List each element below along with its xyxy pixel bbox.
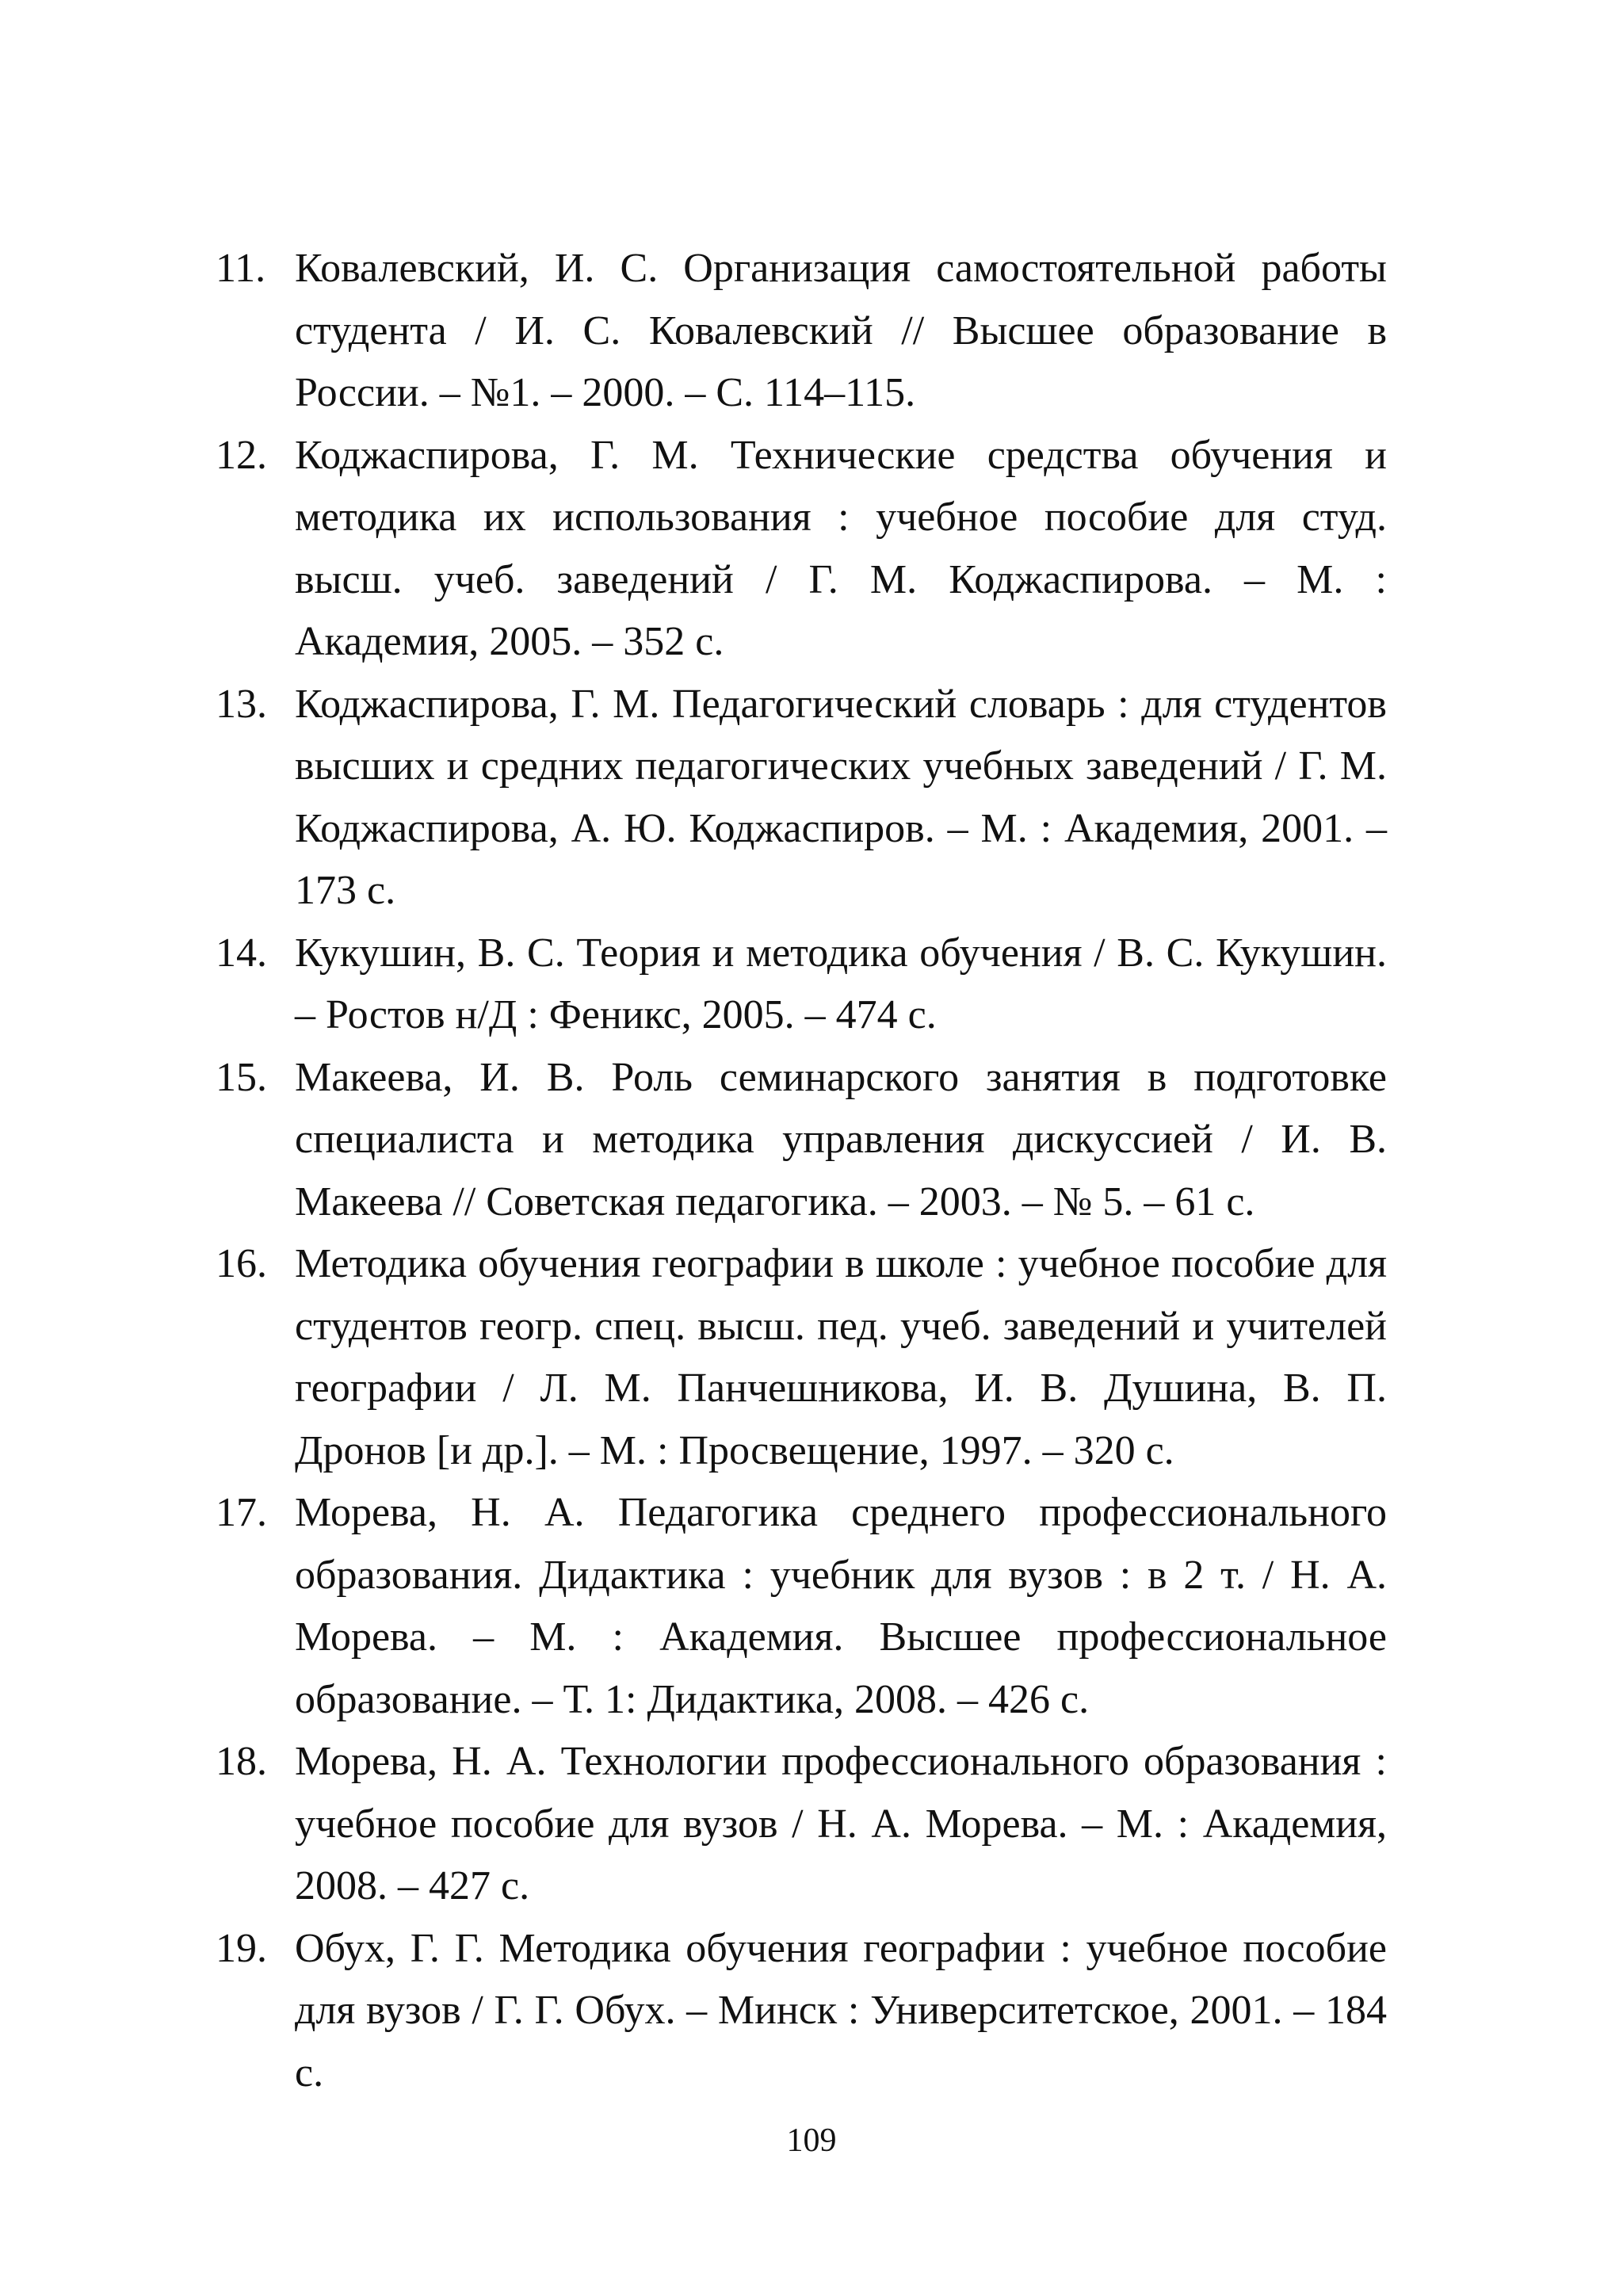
reference-text: Методика обучения географии в школе : учебное пособие для студентов геогр. спец. высш. пед. учеб. заведений и учителей географии / Л. М. Панчешникова, И. В. Душина, В. П. Дронов [и др.]. – М. : Просвещение, 1997. – 320 с. [295,1241,1387,1473]
reference-number: 19. [216,1925,267,1971]
reference-number: 15. [216,1054,267,1100]
reference-text: Обух, Г. Г. Методика обучения географии : учебное пособие для вузов / Г. Г. Обух. – Минск : Университетское, 2001. – 184 с. [295,1925,1387,2095]
reference-item [216,674,1387,923]
reference-list [216,238,1387,2104]
reference-text: Ковалевский, И. С. Организация самостоятельной работы студента / И. С. Ковалевский // Высшее образование в России. – №1. – 2000. – С. 114–115. [295,246,1387,415]
reference-number: 13. [216,681,267,727]
reference-text: Морева, Н. А. Технологии профессионального образования : учебное пособие для вузов / Н. А. Морева. – М. : Академия, 2008. – 427 с. [295,1739,1387,1908]
reference-item [216,1482,1387,1731]
reference-item [216,1731,1387,1918]
reference-number: 18. [216,1739,267,1784]
reference-number: 11. [216,246,266,291]
reference-text: Коджаспирова, Г. М. Педагогический словарь : для студентов высших и средних педагогических учебных заведений / Г. М. Коджаспирова, А. Ю. Коджаспиров. – М. : Академия, 2001. – 173 с. [295,681,1387,913]
reference-text: Морева, Н. А. Педагогика среднего профессионального образования. Дидактика : учебник для вузов : в 2 т. / Н. А. Морева. – М. : Академия. Высшее профессиональное образование. – Т. 1: Дидактика, 2008. – 426 с. [295,1490,1387,1722]
reference-text: Макеева, И. В. Роль семинарского занятия в подготовке специалиста и методика управления дискуссией / И. В. Макеева // Советская педагогика. – 2003. – № 5. – 61 с. [295,1054,1387,1224]
reference-number: 14. [216,930,267,976]
page-number: 109 [786,2122,837,2159]
reference-item [216,1233,1387,1482]
reference-item [216,425,1387,674]
reference-text: Кукушин, В. С. Теория и методика обучения / В. С. Кукушин. – Ростов н/Д : Феникс, 2005. – 474 с. [295,930,1387,1037]
reference-number: 16. [216,1241,267,1286]
reference-number: 12. [216,432,267,478]
reference-number: 17. [216,1490,267,1535]
reference-item [216,923,1387,1047]
reference-item [216,1047,1387,1234]
reference-item [216,1918,1387,2105]
reference-item [216,238,1387,425]
reference-text: Коджаспирова, Г. М. Технические средства обучения и методика их использования : учебное пособие для студ. высш. учеб. заведений / Г. М. Коджаспирова. – М. : Академия, 2005. – 352 с. [295,432,1387,664]
